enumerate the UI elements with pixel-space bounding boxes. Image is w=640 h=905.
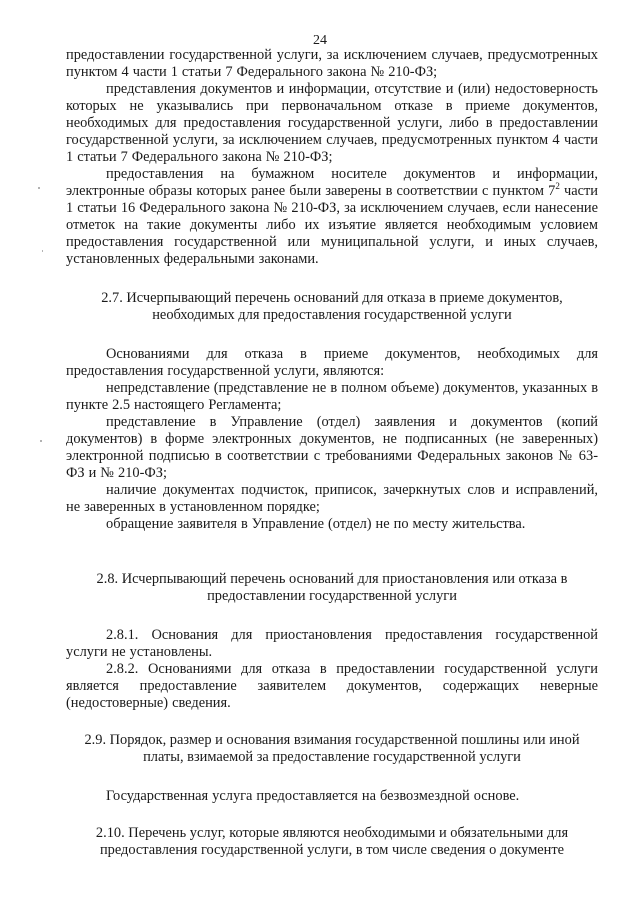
section-heading-2-8: 2.8. Исчерпывающий перечень оснований для приостановления или отказа в предоставлении государственной услуги [96,571,568,604]
paragraph-continuation: предоставлении государственной услуги, за исключением случаев, предусмотренных пунктом 4 части 1 статьи 7 Федерального закона № 210-ФЗ; [66,47,598,80]
scan-speck [40,440,42,442]
paragraph-2-8-1: 2.8.1. Основания для приостановления предоставления государственной услуги не установлены. [66,627,598,660]
superscript: 2 [555,181,560,191]
section-heading-2-10: 2.10. Перечень услуг, которые являются необходимыми и обязательными для предоставления государственной услуги, в том числе сведения о документе [95,825,569,858]
section-heading-2-9: 2.9. Порядок, размер и основания взимания государственной пошлины или иной платы, взимаемой за предоставление государственной услуги [84,732,580,765]
paragraph-unsigned-electronic: представление в Управление (отдел) заявления и документов (копий документов) в форме электронных документов, не подписанных (не заверенных) электронной подписью в соответствии с требованиями Федеральных законов № 63-ФЗ и № 210-ФЗ; [66,414,598,481]
paragraph-incomplete-documents: непредставление (представление не в полном объеме) документов, указанных в пункте 2.5 настоящего Регламента; [66,380,598,413]
paragraph-repeat-documents: представления документов и информации, отсутствие и (или) недостоверность которых не указывались при первоначальном отказе в приеме документов, необходимых для предоставления государственной услуги, либо в предоставлении государственной услуги, за исключением случаев, предусмотренных пунктом 4 части 1 статьи 7 Федерального закона № 210-ФЗ; [66,81,598,165]
paragraph-refusal-grounds: Основаниями для отказа в приеме документов, необходимых для предоставления государственной услуги, являются: [66,346,598,379]
document-body [66,47,598,859]
section-heading-2-7: 2.7. Исчерпывающий перечень оснований для отказа в приеме документов, необходимых для предоставления государственной услуги [101,290,563,323]
scan-speck [38,187,40,189]
page-number: 24 [313,33,327,48]
paragraph-wrong-residence: обращение заявителя в Управление (отдел) не по месту жительства. [106,516,526,532]
scan-speck [42,250,43,252]
paragraph-2-8-2: 2.8.2. Основаниями для отказа в предоставлении государственной услуги является предоставление заявителем документов, содержащих неверные (недостоверные) сведения. [66,661,598,711]
paragraph-corrections: наличие документах подчисток, приписок, зачеркнутых слов и исправлений, не заверенных в установленном порядке; [66,482,598,515]
paragraph-paper-documents: предоставления на бумажном носителе документов и информации, электронные образы которых ранее были заверены в соответствии с пунктом $7^2$ части 1 статьи 16 Федерального закона № 210-ФЗ, за исключением случаев, если нанесение отметок на такие документы либо их изъятие является необходимым условием предоставления государственной или муниципальной услуги, и иных случаев, установленных федеральными законами. [66,166,599,267]
paragraph-free-service: Государственная услуга предоставляется на безвозмездной основе. [106,788,520,804]
